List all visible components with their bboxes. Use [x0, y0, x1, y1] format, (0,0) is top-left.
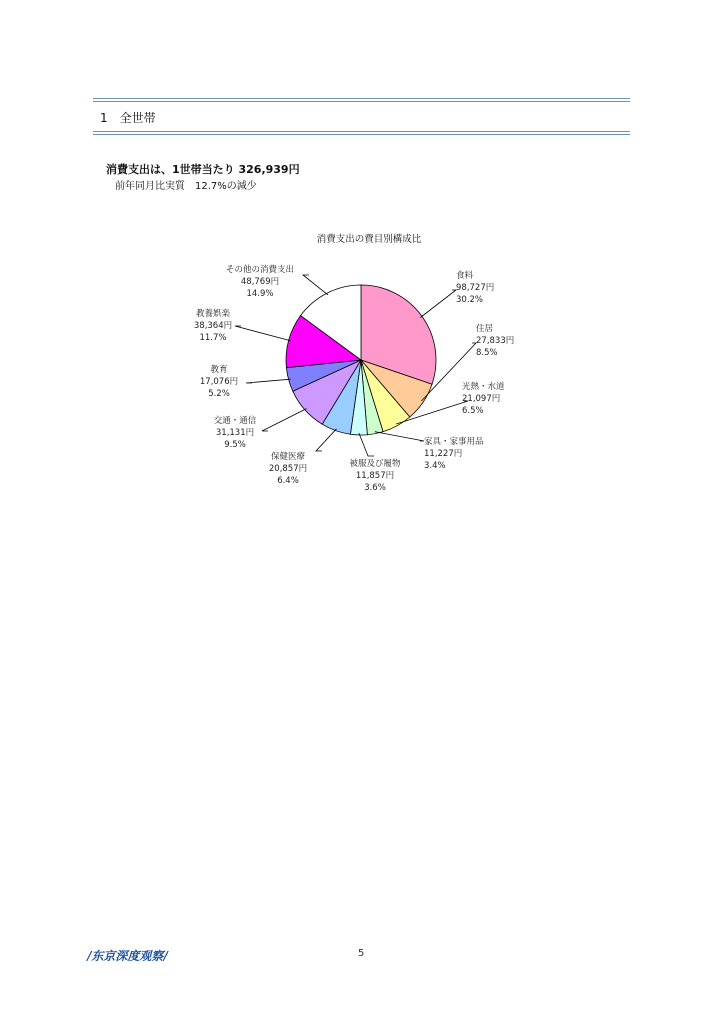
chart-title: 消費支出の費目別構成比 [316, 234, 422, 245]
slice-percent: 30.2% [456, 295, 484, 305]
leader-line [262, 409, 307, 431]
section-heading: 1 全世帯 [100, 111, 156, 125]
summary-change: 前年同月比実質 12.7%の減少 [115, 181, 257, 192]
slice-name: 保健医療 [270, 452, 306, 462]
slice-name: 家具・家事用品 [424, 437, 484, 447]
slice-label [226, 264, 294, 299]
slice-amount: 38,364円 [193, 321, 233, 331]
slice-amount: 98,727円 [456, 283, 495, 293]
leader-line [246, 379, 291, 383]
slice-amount: 11,857円 [355, 471, 395, 481]
slice-label [424, 436, 484, 471]
slice-name: 食料 [456, 271, 474, 281]
summary-total: 消費支出は、1世帯当たり 326,939円 [106, 163, 300, 176]
slice-label [269, 451, 307, 486]
page-number: 5 [358, 948, 365, 959]
slice-label [194, 308, 232, 343]
slice-amount: 31,131円 [215, 428, 255, 438]
footer-brand: /东京深度观察/ [87, 949, 168, 963]
slice-name: 光熱・水道 [462, 382, 505, 392]
slice-name: 交通・通信 [213, 416, 257, 426]
slice-percent: 8.5% [476, 348, 498, 358]
leader-line [420, 290, 456, 318]
leader-line [303, 275, 328, 295]
slice-percent: 6.5% [462, 406, 484, 416]
slice-label [200, 364, 238, 399]
leader-line [375, 432, 424, 441]
slice-percent: 6.4% [277, 476, 299, 486]
leader-line [316, 429, 337, 451]
slice-percent: 9.5% [224, 440, 246, 450]
slice-percent: 5.2% [208, 389, 230, 399]
slice-name: 教養娯楽 [195, 309, 231, 319]
slice-label [476, 323, 514, 358]
slice-name: その他の消費支出 [225, 265, 295, 275]
slice-label [456, 270, 494, 305]
slice-percent: 14.9% [246, 289, 274, 299]
slice-amount: 20,857円 [268, 464, 308, 474]
slice-amount: 48,769円 [240, 277, 280, 287]
slice-percent: 3.4% [424, 461, 446, 471]
slice-amount: 21,097円 [462, 394, 501, 404]
slice-name: 住居 [476, 324, 494, 334]
slice-amount: 11,227円 [424, 449, 463, 459]
slice-percent: 11.7% [199, 333, 227, 343]
slice-percent: 3.6% [364, 483, 386, 493]
leader-line [235, 326, 291, 341]
slice-label [349, 458, 401, 493]
slice-label [214, 415, 257, 450]
slice-name: 被服及び履物 [349, 459, 401, 469]
slice-label [462, 381, 505, 416]
slice-amount: 17,076円 [199, 377, 239, 387]
slice-name: 教育 [210, 365, 228, 375]
leader-line [359, 433, 374, 456]
slice-amount: 27,833円 [476, 336, 515, 346]
